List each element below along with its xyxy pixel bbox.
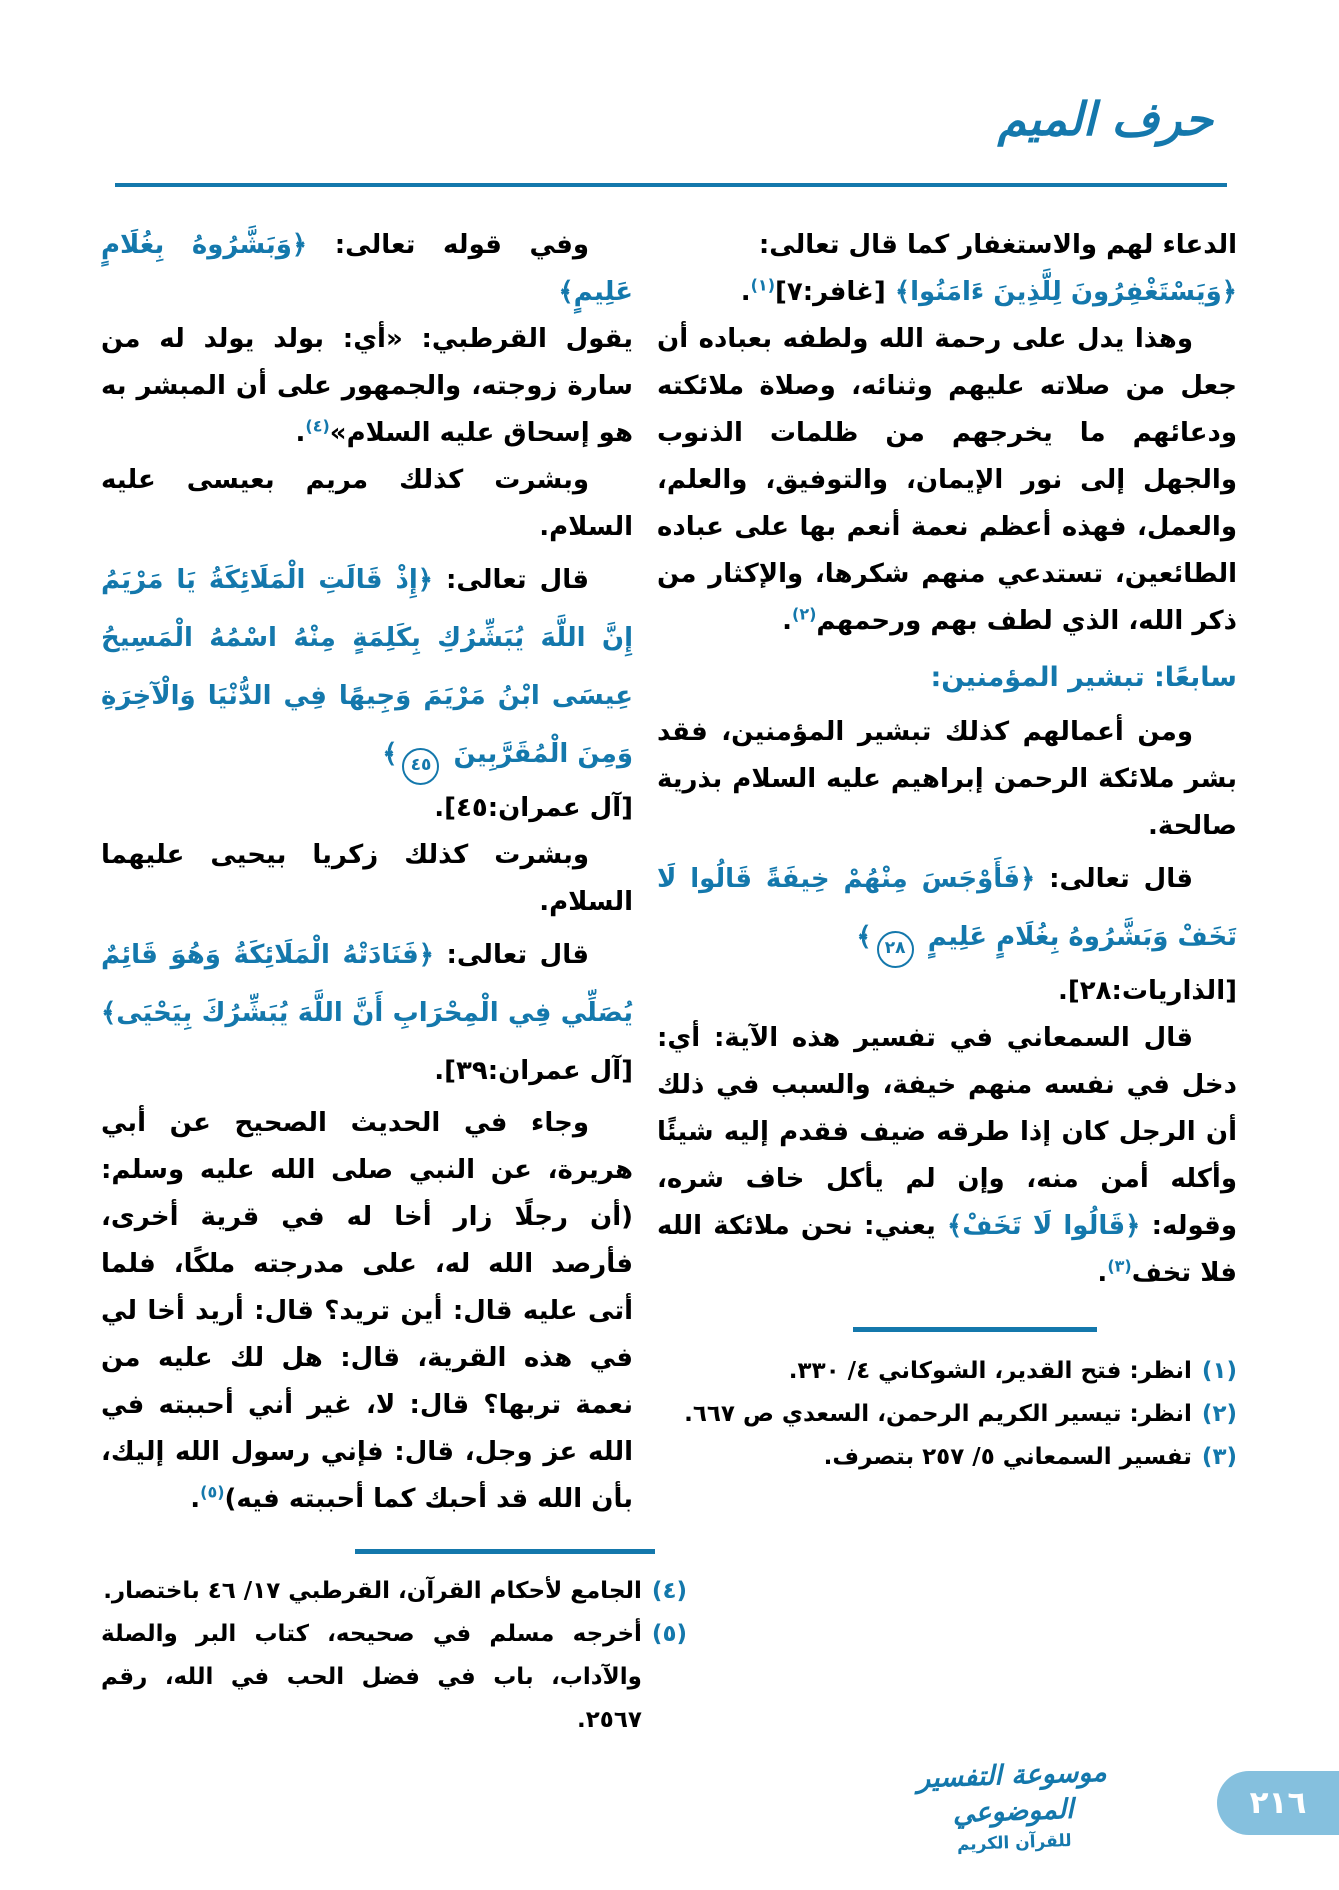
footnote-marker: (٤) bbox=[651, 1578, 687, 1604]
page-number-badge: ٢١٦ bbox=[1217, 1771, 1339, 1835]
quran-verse: ﴿فَنَادَتْهُ الْمَلَائِكَةُ وَهُوَ قَائِمٌ يُصَلِّي فِي الْمِحْرَابِ أَنَّ اللَّهَ يُبَشِّرُكَ بِيَحْيَى﴾ bbox=[101, 940, 633, 1028]
footnote-text: تفسير السمعاني ٥/ ٢٥٧ بتصرف. bbox=[823, 1444, 1192, 1470]
body-text: قال تعالى: bbox=[433, 565, 590, 595]
footnotes-left bbox=[101, 1570, 687, 1742]
ayah-ref-line: [آل عمران:٤٥]. bbox=[434, 793, 633, 823]
body-text: وبشرت كذلك مريم بعيسى عليه السلام. bbox=[101, 465, 633, 542]
body-text: قال السمعاني في تفسير هذه الآية: أي: دخل في نفسه منهم خيفة، والسبب في ذلك أن الرجل كان إذا طرقه ضيف فقدم إليه شيئًا وأكله أمن منه، وإن لم يأكل خاف شره، وقوله: bbox=[657, 1023, 1237, 1241]
punctuation: . bbox=[1097, 1258, 1108, 1288]
header-rule bbox=[115, 183, 1227, 187]
footnote-ref-sup: (٤) bbox=[305, 416, 330, 436]
footnotes-right bbox=[657, 1350, 1237, 1479]
body-text: قال تعالى: bbox=[1035, 864, 1193, 894]
footnote-marker: (٣) bbox=[1201, 1444, 1237, 1470]
quran-verse: ﴿وَيَسْتَغْفِرُونَ لِلَّذِينَ ءَامَنُوا﴾ bbox=[894, 277, 1237, 307]
column-right bbox=[657, 222, 1237, 1479]
footnote-text: انظر: تيسير الكريم الرحمن، السعدي ص ٦٦٧. bbox=[684, 1401, 1192, 1427]
footnote-ref-sup: (٣) bbox=[1107, 1256, 1132, 1276]
paragraph bbox=[657, 316, 1237, 645]
footnote bbox=[101, 1570, 687, 1613]
quran-verse: ﴿إِذْ قَالَتِ الْمَلَائِكَةُ يَا مَرْيَمُ إِنَّ اللَّهَ يُبَشِّرُكِ بِكَلِمَةٍ مِنْهُ اسْمُهُ الْمَسِيحُ عِيسَى ابْنُ مَرْيَمَ وَجِيهًا فِي الدُّنْيَا وَالْآخِرَةِ وَمِنَ الْمُقَرَّبِينَ bbox=[101, 565, 633, 769]
paragraph bbox=[101, 1100, 633, 1523]
punctuation: . bbox=[190, 1484, 201, 1514]
quran-verse: ﴿وَبَشَّرُوهُ بِغُلَامٍ عَلِيمٍ﴾ bbox=[101, 230, 633, 307]
body-text: قال تعالى: bbox=[433, 940, 589, 970]
footnote-marker: (٢) bbox=[1201, 1401, 1237, 1427]
quran-verse-close: ﴾ bbox=[856, 922, 872, 952]
quran-verse-close: ﴾ bbox=[382, 739, 398, 769]
paragraph bbox=[657, 709, 1237, 850]
column-left bbox=[101, 222, 687, 1742]
footnote-ref-sup: (٥) bbox=[200, 1482, 225, 1502]
paragraph bbox=[101, 316, 633, 457]
paragraph bbox=[101, 832, 633, 926]
punctuation: . bbox=[740, 277, 751, 307]
footnote bbox=[657, 1393, 1237, 1436]
paragraph bbox=[657, 222, 1237, 269]
body-text: يقول القرطبي: «أي: بولد يولد له من سارة زوجته، والجمهور على أن المبشر به هو إسحاق عليه السلام» bbox=[101, 324, 633, 448]
body-text: وبشرت كذلك زكريا بيحيى عليهما السلام. bbox=[101, 840, 633, 917]
footnote-ref-sup: (٢) bbox=[792, 604, 817, 624]
footnote-marker: (٥) bbox=[651, 1621, 687, 1647]
footnote-text: انظر: فتح القدير، الشوكاني ٤/ ٣٣٠. bbox=[788, 1358, 1192, 1384]
body-text: الدعاء لهم والاستغفار كما قال تعالى: bbox=[758, 230, 1237, 260]
body-text: وفي قوله تعالى: bbox=[307, 230, 589, 260]
punctuation: . bbox=[782, 606, 793, 636]
publisher-logo-title: موسوعة التفسير الموضوعي bbox=[916, 1756, 1108, 1830]
ayah-ref-line: [الذاريات:٢٨]. bbox=[1057, 976, 1237, 1006]
quran-verse: ﴿قَالُوا لَا تَخَفْ﴾ bbox=[946, 1211, 1141, 1241]
ayah-number-ornament: ٤٥ bbox=[402, 748, 439, 785]
paragraph bbox=[657, 850, 1237, 968]
paragraph bbox=[657, 1015, 1237, 1297]
publisher-logo bbox=[891, 1754, 1134, 1860]
footnote bbox=[101, 1613, 687, 1742]
footnote bbox=[657, 1350, 1237, 1393]
paragraph bbox=[101, 926, 633, 1100]
body-text: وجاء في الحديث الصحيح عن أبي هريرة، عن النبي صلى الله عليه وسلم: (أن رجلًا زار أخا له في قرية أخرى، فأرصد الله له، على مدرجته ملكًا، فلما أتى عليه قال: أين تريد؟ قال: أريد أخا لي في هذه القرية، قال: هل لك عليه من نعمة تربها؟ قال: لا، غير أني أحببته في الله عز وجل، قال: فإني رسول الله إليك، بأن الله قد أحبك كما أحببته فيه) bbox=[101, 1108, 633, 1514]
punctuation: . bbox=[295, 418, 306, 448]
footnote-marker: (١) bbox=[1201, 1358, 1237, 1384]
footnote-divider bbox=[853, 1327, 1097, 1332]
footnote-ref-sup: (١) bbox=[750, 275, 775, 295]
body-text: ومن أعمالهم كذلك تبشير المؤمنين، فقد بشر ملائكة الرحمن إبراهيم عليه السلام بذرية صالحة. bbox=[657, 717, 1237, 841]
footnote-divider bbox=[355, 1549, 655, 1554]
ayah-number-ornament: ٢٨ bbox=[877, 931, 914, 968]
publisher-logo-subtitle: للقرآن الكريم bbox=[956, 1830, 1072, 1855]
footnote-text: الجامع لأحكام القرآن، القرطبي ١٧/ ٤٦ باختصار. bbox=[103, 1578, 642, 1604]
paragraph bbox=[101, 457, 633, 551]
footnote bbox=[657, 1436, 1237, 1479]
paragraph bbox=[101, 222, 633, 316]
text-columns bbox=[101, 222, 1237, 1742]
footnote-text: أخرجه مسلم في صحيحه، كتاب البر والصلة والآداب، باب في فضل الحب في الله، رقم ٢٥٦٧. bbox=[101, 1621, 642, 1733]
section-heading: سابعًا: تبشير المؤمنين: bbox=[930, 662, 1237, 693]
verse-line bbox=[657, 269, 1237, 316]
ayah-ref: [غافر:٧] bbox=[775, 277, 895, 307]
quran-verse: ﴿فَأَوْجَسَ مِنْهُمْ خِيفَةً قَالُوا لَا تَخَفْ وَبَشَّرُوهُ بِغُلَامٍ عَلِيمٍ bbox=[657, 864, 1237, 952]
paragraph bbox=[101, 551, 633, 785]
ayah-ref: [آل عمران:٣٩]. bbox=[434, 1056, 633, 1086]
chapter-header-title: حرف الميم bbox=[997, 92, 1213, 146]
body-text: يعني: نحن ملائكة الله فلا تخف bbox=[657, 1211, 1237, 1288]
body-text: وهذا يدل على رحمة الله ولطفه بعباده أن جعل من صلاته عليهم وثنائه، وصلاة ملائكته ودعائهم ما يخرجهم من ظلمات الذنوب والجهل إلى نور الإيمان، والتوفيق، والعلم، والعمل، فهذه أعظم نعمة أنعم بها على عباده الطائعين، تستدعي منهم شكرها، والإكثار من ذكر الله، الذي لطف بهم ورحمهم bbox=[657, 324, 1237, 636]
